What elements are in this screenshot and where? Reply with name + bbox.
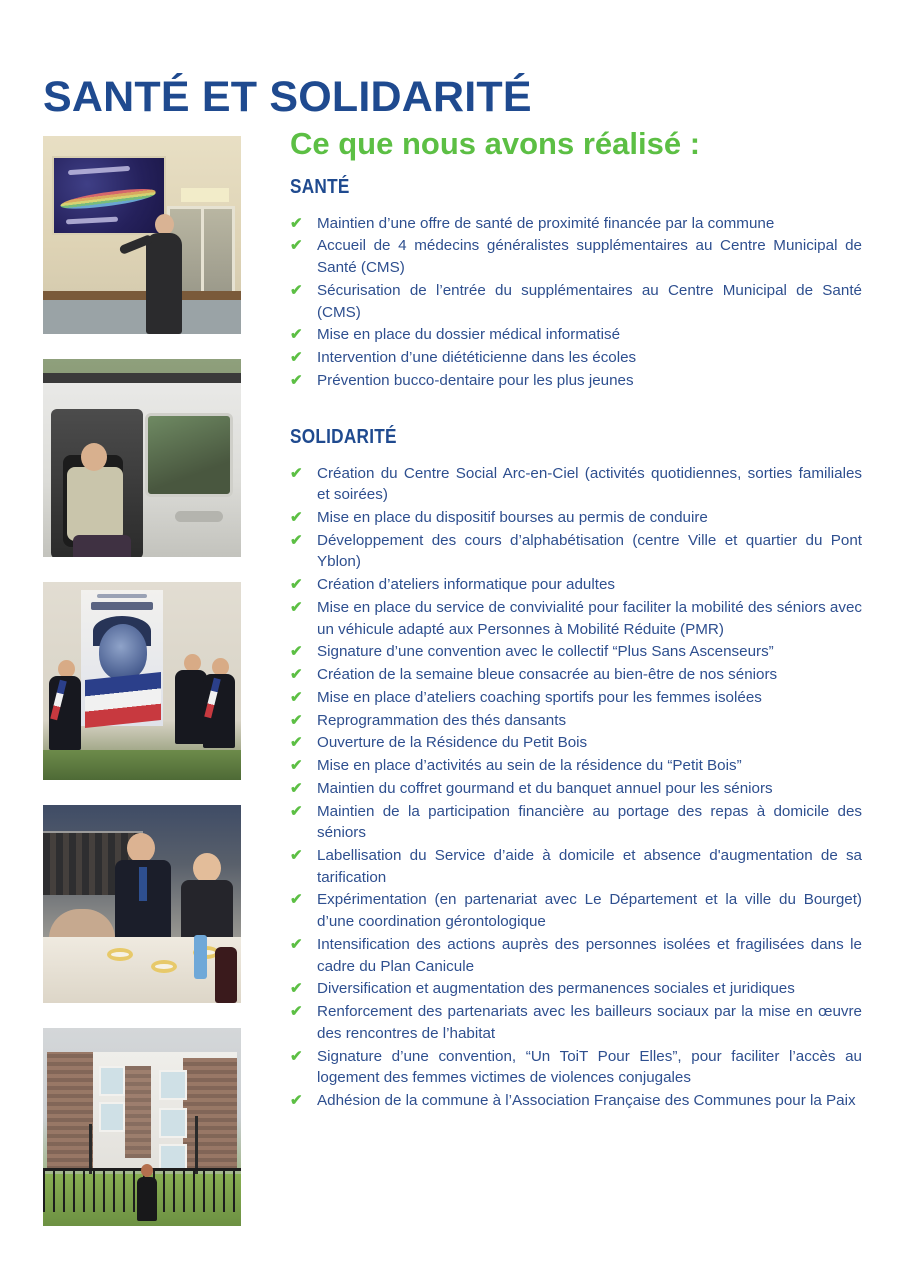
check-icon: ✔	[290, 711, 303, 729]
list-item-label: Signature d’une convention avec le collectif “Plus Sans Ascenseurs”	[317, 643, 774, 661]
checklist-solidarite	[290, 463, 862, 1112]
check-icon: ✔	[290, 371, 303, 389]
brick-facade	[183, 1058, 237, 1170]
wall-rail	[43, 291, 241, 300]
photo-fresque-simone-veil	[43, 582, 241, 780]
official-left	[49, 660, 83, 750]
intro-heading: Ce que nous avons réalisé :	[290, 126, 701, 161]
list-item	[290, 778, 862, 800]
list-item	[290, 1001, 862, 1044]
french-flag-drape	[85, 672, 161, 728]
list-item-label: Mise en place du dispositif bourses au permis de conduire	[317, 508, 708, 526]
poster-subtitle	[97, 594, 147, 598]
section-heading-sante: SANTÉ	[290, 175, 350, 198]
mural-rainbow	[60, 186, 157, 212]
check-icon: ✔	[290, 688, 303, 706]
window	[159, 1108, 187, 1138]
brick-facade	[47, 1052, 93, 1170]
check-icon: ✔	[290, 891, 303, 909]
list-item	[290, 280, 862, 323]
check-icon: ✔	[290, 326, 303, 344]
list-item	[290, 978, 862, 1000]
portrait-face	[99, 624, 147, 680]
person-standing	[137, 1164, 157, 1220]
list-item-label: Maintien du coffret gourmand et du banquet annuel pour les séniors	[317, 779, 773, 797]
floor	[43, 300, 241, 334]
plate	[151, 960, 177, 973]
list-item-label: Mise en place d’ateliers coaching sportifs pour les femmes isolées	[317, 688, 762, 706]
list-item-label: Intensification des actions auprès des personnes isolées et fragilisées dans le cadre du Plan Canicule	[317, 935, 862, 975]
van-door-handle	[175, 511, 223, 522]
list-item-label: Expérimentation (en partenariat avec Le Département et la ville du Bourget) d’une coordination gérontologique	[317, 891, 862, 931]
passenger-legs	[73, 535, 131, 557]
list-item-label: Labellisation du Service d’aide à domicile et absence d'augmentation de sa tarification	[317, 847, 862, 886]
list-item-label: Reprogrammation des thés dansants	[317, 711, 567, 729]
list-item	[290, 664, 862, 686]
list-item-label: Renforcement des partenariats avec les bailleurs sociaux par la mise en œuvre des rencontres de l’habitat	[317, 1003, 862, 1042]
list-item-label: Création de la semaine bleue consacrée au bien-être de nos séniors	[317, 666, 778, 684]
list-item-label: Intervention d’une diététicienne dans les écoles	[317, 349, 637, 367]
list-item-label: Mise en place du dossier médical informatisé	[317, 326, 621, 344]
list-item	[290, 597, 862, 640]
passenger-body	[67, 467, 123, 541]
check-icon: ✔	[290, 214, 303, 232]
list-item	[290, 801, 862, 844]
wine-bottle	[215, 947, 237, 1003]
van-body	[43, 373, 241, 557]
photo-centre-social-mural	[43, 136, 241, 334]
passenger-head	[81, 443, 107, 471]
window	[159, 1070, 187, 1100]
poster-title	[91, 602, 153, 610]
official-right	[203, 658, 237, 748]
checklist-sante	[290, 213, 862, 392]
list-item	[290, 324, 862, 346]
check-icon: ✔	[290, 576, 303, 594]
list-item-label: Ouverture de la Résidence du Petit Bois	[317, 734, 588, 752]
lawn	[43, 750, 241, 780]
list-item	[290, 235, 862, 278]
list-item	[290, 641, 862, 663]
van-doorway	[51, 409, 143, 557]
list-item	[290, 347, 862, 369]
list-item-label: Mise en place d’activités au sein de la résidence du “Petit Bois”	[317, 757, 742, 775]
water-bottle	[194, 935, 207, 979]
check-icon: ✔	[290, 1092, 303, 1110]
list-item	[290, 845, 862, 888]
plate	[107, 948, 133, 961]
list-item	[290, 1046, 862, 1089]
list-item-label: Maintien de la participation financière au portage des repas à domicile des séniors	[317, 802, 862, 842]
photo-banquet-seniors	[43, 805, 241, 1003]
check-icon: ✔	[290, 935, 303, 953]
list-item-label: Signature d’une convention, “Un ToiT Pour Elles”, pour faciliter l’accès au logement des femmes victimes de violences conjugales	[317, 1047, 862, 1087]
person-body	[146, 233, 182, 334]
man-head	[127, 833, 155, 863]
list-item-label: Création d’ateliers informatique pour adultes	[317, 576, 616, 594]
list-item	[290, 755, 862, 777]
man-tie	[139, 867, 147, 901]
list-item	[290, 710, 862, 732]
mural-text-lower	[66, 217, 118, 225]
mural-text-upper	[68, 166, 130, 175]
photo-column	[43, 136, 241, 1226]
person-pointing	[143, 214, 183, 334]
check-icon: ✔	[290, 734, 303, 752]
content-column	[290, 126, 862, 1113]
check-icon: ✔	[290, 464, 303, 482]
window	[159, 1144, 187, 1170]
list-item-label: Prévention bucco-dentaire pour les plus jeunes	[317, 371, 634, 389]
check-icon: ✔	[290, 980, 303, 998]
check-icon: ✔	[290, 1003, 303, 1021]
window	[99, 1066, 125, 1096]
list-item-label: Mise en place du service de convivialité pour faciliter la mobilité des séniors avec un véhicule adapté aux Personnes à Mobilité Réduite (PMR)	[317, 598, 862, 638]
list-item	[290, 574, 862, 596]
list-item	[290, 213, 862, 235]
check-icon: ✔	[290, 598, 303, 616]
list-item-label: Développement des cours d’alphabétisation (centre Ville et quartier du Pont Yblon)	[317, 531, 862, 571]
woman-head	[193, 853, 221, 883]
list-item-label: Diversification et augmentation des permanences sociales et juridiques	[317, 980, 795, 998]
list-item	[290, 889, 862, 932]
check-icon: ✔	[290, 1047, 303, 1065]
van-window	[145, 413, 233, 497]
residence-building	[47, 1052, 237, 1170]
list-item	[290, 934, 862, 977]
list-item	[290, 687, 862, 709]
list-item	[290, 530, 862, 573]
check-icon: ✔	[290, 666, 303, 684]
banquet-table	[43, 937, 241, 1003]
check-icon: ✔	[290, 237, 303, 255]
brick-facade	[125, 1066, 151, 1158]
person-head	[141, 1164, 153, 1177]
page-title: SANTÉ ET SOLIDARITÉ	[43, 72, 532, 121]
photo-vehicule-pmr	[43, 359, 241, 557]
window	[99, 1102, 125, 1132]
list-item	[290, 1090, 862, 1112]
ceiling-light	[181, 188, 229, 202]
check-icon: ✔	[290, 531, 303, 549]
list-item	[290, 732, 862, 754]
simone-veil-poster	[81, 590, 163, 726]
list-item	[290, 370, 862, 392]
list-item-label: Maintien d’une offre de santé de proximité financée par la commune	[317, 214, 775, 232]
list-item-label: Création du Centre Social Arc-en-Ciel (activités quotidiennes, sorties familiales et soirées)	[317, 464, 862, 504]
check-icon: ✔	[290, 802, 303, 820]
check-icon: ✔	[290, 757, 303, 775]
check-icon: ✔	[290, 349, 303, 367]
check-icon: ✔	[290, 281, 303, 299]
list-item	[290, 463, 862, 506]
list-item-label: Adhésion de la commune à l’Association Française des Communes pour la Paix	[317, 1092, 856, 1110]
check-icon: ✔	[290, 508, 303, 526]
person-body	[137, 1177, 157, 1221]
photo-residence-petit-bois	[43, 1028, 241, 1226]
check-icon: ✔	[290, 643, 303, 661]
section-heading-solidarite: SOLIDARITÉ	[290, 425, 397, 448]
list-item	[290, 507, 862, 529]
list-item-label: Accueil de 4 médecins généralistes supplémentaires au Centre Municipal de Santé (CMS)	[317, 237, 862, 277]
person-head	[155, 214, 174, 235]
check-icon: ✔	[290, 847, 303, 864]
list-item-label: Sécurisation de l’entrée du supplémentaires au Centre Municipal de Santé (CMS)	[317, 281, 862, 321]
check-icon: ✔	[290, 779, 303, 797]
